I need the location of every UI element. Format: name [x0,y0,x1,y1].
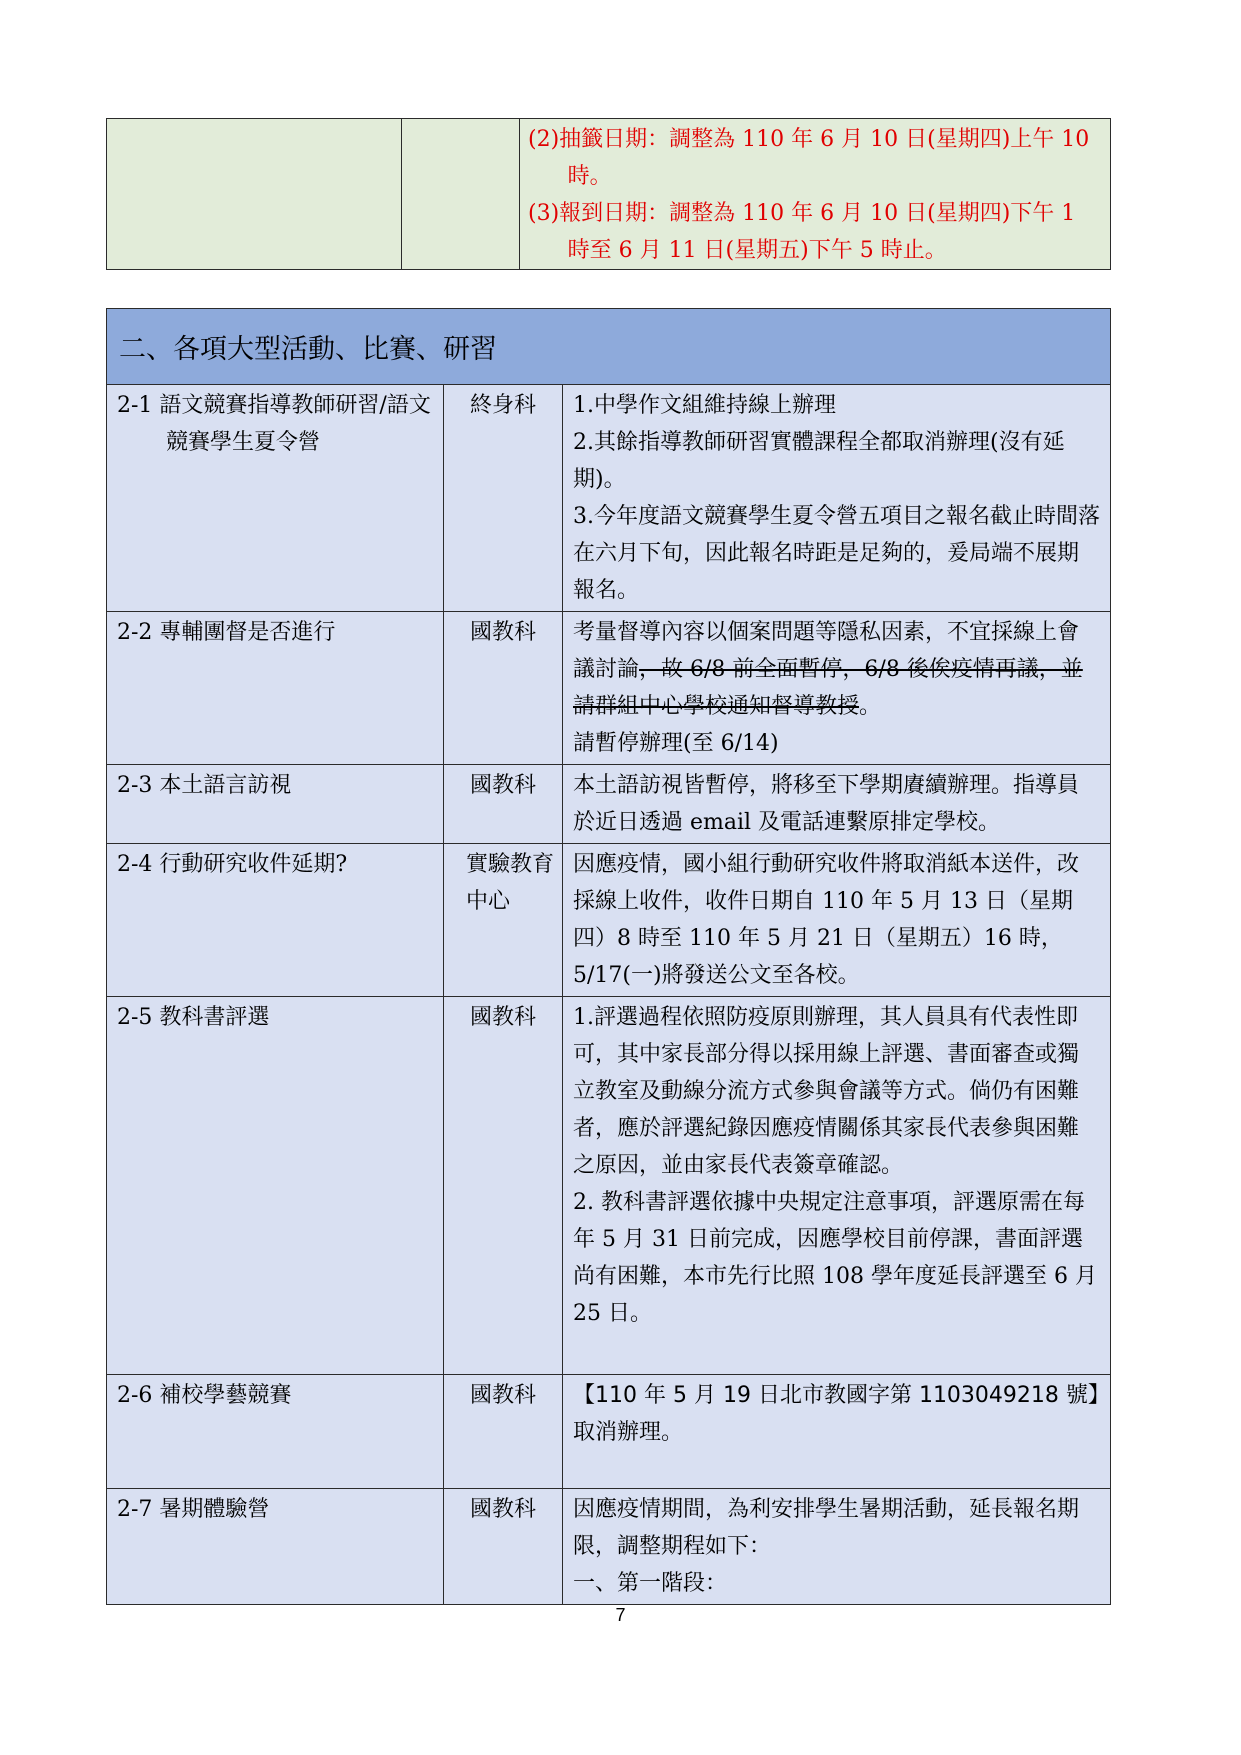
content-line: 因應疫情期間，為利安排學生暑期活動，延長報名期限，調整期程如下： [573,1497,1080,1559]
content-cell [563,385,1111,612]
content-line: 1.中學作文組維持線上辦理 [573,393,836,418]
content-cell: 本土語訪視皆暫停，將移至下學期賡續辦理。指導員於近日透過 email 及電話連繫原排定學校。 [563,765,1111,844]
item-cell: 2-4 行動研究收件延期? [107,844,444,997]
table-row [107,612,1111,765]
table-row [107,1489,1111,1605]
item-cell [107,385,444,612]
draw-date-text: (2)抽籤日期：調整為 110 年 6 月 10 日(星期四)上午 10時。 [528,127,1090,189]
content-line: 【110 年 5 月 19 日北市教國字第 1103049218 號】 [573,1383,1110,1408]
content-line: 2.其餘指導教師研習實體課程全都取消辦理(沒有延期)。 [573,430,1065,492]
table-row [107,119,1111,270]
struck-text: ，故 6/8 前全面暫停，6/8 後俟疫情再議，並請群組中心學校通知督導教授 [573,657,1083,719]
item-cell: 2-7 暑期體驗營 [107,1489,444,1605]
table-cell [402,119,520,270]
content-line: 一、第一階段： [573,1571,728,1596]
item-cell: 2-2 專輔團督是否進行 [107,612,444,765]
content-paragraph [573,614,1100,725]
item-cell: 2-3 本土語言訪視 [107,765,444,844]
section-title: 二、各項大型活動、比賽、研習 [107,309,1111,385]
check-in-date-text: (3)報到日期：調整為 110 年 6 月 10 日(星期四)下午 1 時至 6 月 11 日(星期五)下午 5 時止。 [528,201,1076,263]
continuation-table [106,118,1111,270]
activities-table [106,308,1111,1605]
section-header-row [107,309,1111,385]
content-cell [563,997,1111,1375]
table-row [107,844,1111,997]
content-line: 請暫停辦理(至 6/14) [573,731,779,756]
content-text: 。 [859,694,882,719]
page-number: 7 [615,1605,626,1625]
content-cell [563,1489,1111,1605]
table-row [107,765,1111,844]
dept-cell: 終身科 [444,385,563,612]
content-cell: 因應疫情，國小組行動研究收件將取消紙本送件，改採線上收件，收件日期自 110 年 5 月 13 日（星期四）8 時至 110 年 5 月 21 日（星期五）16 時，5/17(一)將發送公文至各校。 [563,844,1111,997]
content-line: 2. 教科書評選依據中央規定注意事項，評選原需在每年 5 月 31 日前完成，因應學校目前停課，書面評選尚有困難，本市先行比照 108 學年度延長評選至 6 月 25 日。 [573,1190,1097,1326]
dept-cell: 國教科 [444,1489,563,1605]
content-cell [563,1375,1111,1489]
dept-cell: 國教科 [444,765,563,844]
dept-cell: 國教科 [444,1375,563,1489]
content-text: 考量督導內容以個案問題等隱私因素，不宜採線上會議討論 [573,620,1080,682]
item-title: 2-1 語文競賽指導教師研習/語文競賽學生夏令營 [117,393,431,455]
item-cell: 2-6 補校學藝競賽 [107,1375,444,1489]
dept-cell: 國教科 [444,997,563,1375]
table-cell [520,119,1111,270]
content-line: 取消辦理。 [573,1420,684,1445]
table-cell [107,119,402,270]
table-row [107,1375,1111,1489]
content-cell [563,612,1111,765]
dept-cell: 實驗教育中心 [444,844,563,997]
table-row [107,997,1111,1375]
content-line: 1.評選過程依照防疫原則辦理，其人員具有代表性即可，其中家長部分得以採用線上評選、書面審查或獨立教室及動線分流方式參與會議等方式。倘仍有困難者，應於評選紀錄因應疫情關係其家長代表參與困難之原因，並由家長代表簽章確認。 [573,1005,1080,1178]
dept-cell: 國教科 [444,612,563,765]
table-row [107,385,1111,612]
content-line: 3.今年度語文競賽學生夏令營五項目之報名截止時間落在六月下旬，因此報名時距是足夠的，爰局端不展期報名。 [573,504,1100,603]
item-cell: 2-5 教科書評選 [107,997,444,1375]
